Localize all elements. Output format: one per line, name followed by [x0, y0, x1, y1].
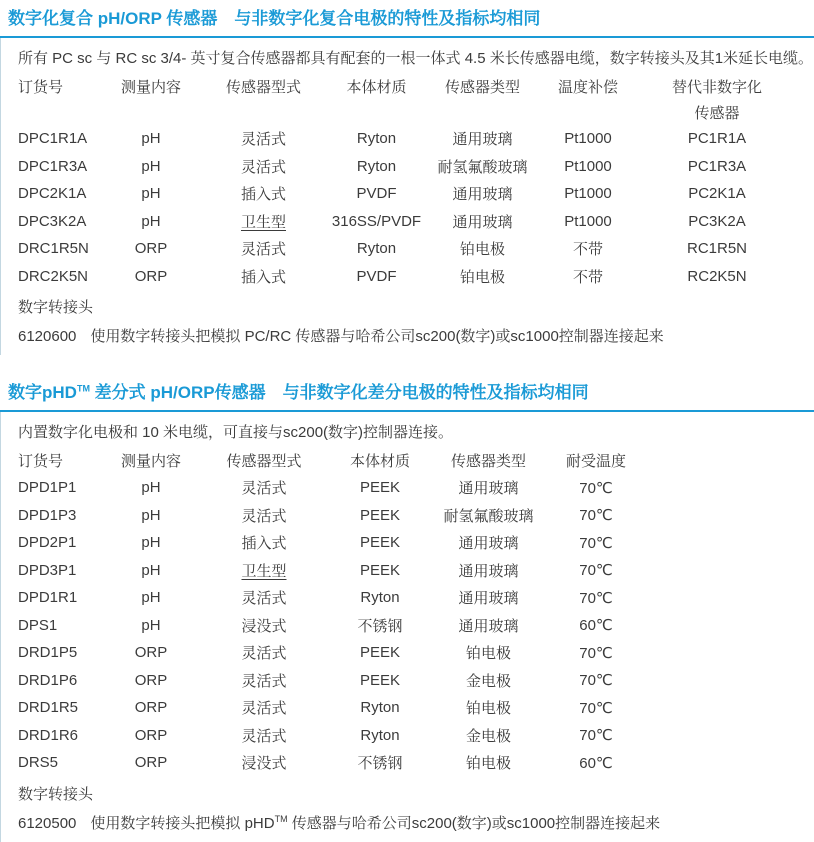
table-cell: PEEK	[359, 671, 401, 689]
table-cell: pH	[141, 185, 161, 203]
table-cell: 灵活式	[240, 241, 286, 259]
table-cell: 插入式	[240, 268, 286, 286]
table-cell: PEEK	[359, 644, 401, 662]
table-cell: 铂电极	[465, 755, 511, 773]
table-cell: 浸没式	[241, 617, 287, 635]
adapter-note-prefix: 使用数字转接头把模拟 pHD	[90, 814, 275, 832]
table-cell: DPD1P3	[18, 506, 77, 524]
table-cell: 70℃	[579, 479, 613, 497]
table-cell: Pt1000	[564, 185, 612, 203]
table-cell: DRD1P5	[18, 644, 78, 662]
table-cell: 通用玻璃	[458, 480, 519, 498]
table-body	[18, 125, 793, 290]
table-row	[18, 667, 651, 695]
table-cell: 70℃	[579, 699, 613, 717]
table-cell: 铂电极	[465, 700, 511, 718]
table-cell: pH	[141, 534, 161, 552]
table-cell: DPD1P1	[18, 479, 77, 497]
table-row	[18, 529, 651, 557]
table-cell: 灵活式	[241, 645, 287, 663]
table-cell: PC2K1A	[688, 185, 746, 203]
table-head	[18, 72, 793, 125]
table-cell: PC1R3A	[687, 157, 747, 175]
table-row	[18, 153, 793, 181]
section-composite-sensors	[0, 0, 814, 355]
order-code: 6120600	[18, 328, 77, 345]
table-cell: 金电极	[465, 672, 511, 690]
table-header-row	[18, 100, 793, 125]
table-cell: Pt1000	[564, 212, 612, 230]
table-cell: 插入式	[241, 535, 287, 553]
cell-link[interactable]: 卫生型	[241, 562, 287, 580]
table-row	[18, 749, 651, 777]
table-cell: PEEK	[359, 534, 401, 552]
section-body-composite	[0, 38, 814, 355]
cell-link[interactable]: 卫生型	[240, 213, 286, 231]
column-header: 传感器类型	[444, 78, 520, 96]
table-cell: ORP	[134, 267, 168, 285]
table-cell: ORP	[134, 671, 168, 689]
table-row	[18, 694, 651, 722]
table-cell: DRC2K5N	[18, 267, 89, 285]
table-cell: PC3K2A	[688, 212, 746, 230]
adapter-note-text: 使用数字转接头把模拟 PC/RC 传感器与哈希公司sc200(数字)或sc1000控制器连接起来	[90, 328, 664, 345]
table-head	[18, 446, 651, 474]
table-cell: DPC3K2A	[18, 212, 87, 230]
table-cell: 通用玻璃	[458, 562, 519, 580]
table-cell: Ryton	[356, 240, 397, 258]
section-differential-sensors	[0, 374, 814, 842]
table-header-row	[18, 72, 793, 100]
table-cell: 不锈钢	[357, 617, 403, 635]
table-row	[18, 502, 651, 530]
adapter-note-suffix: 传感器与哈希公司sc200(数字)或sc1000控制器连接起来	[287, 814, 661, 832]
table-cell: DPD2P1	[18, 534, 77, 552]
table-row	[18, 180, 793, 208]
table-cell: pH	[141, 212, 161, 230]
table-cell: Ryton	[360, 589, 400, 607]
table-row	[18, 208, 793, 236]
section-description: 内置数字化电极和 10 米电缆，可直接与sc200(数字)控制器连接。	[18, 424, 454, 441]
table-cell: DPD3P1	[18, 561, 77, 579]
column-header	[323, 100, 430, 125]
table-cell: pH	[141, 561, 161, 579]
trademark-superscript: TM	[76, 383, 90, 394]
table-cell: PEEK	[359, 506, 401, 524]
column-header	[18, 100, 98, 125]
table-row	[18, 639, 651, 667]
table-cell: 通用玻璃	[452, 131, 513, 149]
table-row	[18, 125, 793, 153]
adapter-heading: 数字转接头	[18, 785, 94, 803]
column-header: 替代非数字化	[671, 78, 762, 96]
table-cell: 铂电极	[465, 645, 511, 663]
trademark-superscript: TM	[274, 813, 288, 824]
section-description: 所有 PC sc 与 RC sc 3/4- 英寸复合传感器都具有配套的一根一体式 4.5 米长传感器电缆，数字转接头及其1米延长电缆。	[18, 50, 814, 67]
table-cell: ORP	[134, 754, 168, 772]
section-title-prefix: 数字pHD	[8, 383, 77, 402]
table-cell: 70℃	[579, 644, 613, 662]
column-header: 耐受温度	[565, 452, 626, 470]
section-title-differential	[0, 374, 814, 410]
table-cell: 插入式	[240, 186, 286, 204]
table-cell: Ryton	[360, 726, 400, 744]
table-cell: Pt1000	[564, 157, 612, 175]
table-row	[18, 722, 651, 750]
table-cell: 316SS/PVDF	[331, 212, 422, 230]
section-title-suffix: 差分式 pH/ORP传感器 与非数字化差分电极的特性及指标均相同	[89, 383, 589, 402]
table-cell: 通用玻璃	[458, 617, 519, 635]
sensor-table-composite	[18, 72, 793, 290]
table-row	[18, 557, 651, 585]
table-cell: 70℃	[579, 727, 613, 745]
table-row	[18, 584, 651, 612]
table-row	[18, 235, 793, 263]
table-cell: 铂电极	[459, 268, 505, 286]
table-cell: RC1R5N	[686, 240, 747, 258]
table-cell: PVDF	[356, 185, 397, 203]
order-code: 6120500	[18, 814, 77, 832]
table-cell: 灵活式	[241, 672, 287, 690]
column-header	[204, 100, 323, 125]
table-cell: DRD1P6	[18, 671, 78, 689]
table-header-row	[18, 446, 651, 474]
column-header: 本体材质	[346, 78, 407, 96]
table-cell: PC1R1A	[687, 130, 747, 148]
table-cell: 60℃	[579, 754, 613, 772]
table-cell: 不带	[572, 268, 603, 286]
table-cell: DPS1	[18, 616, 58, 634]
table-cell: 灵活式	[240, 158, 286, 176]
table-cell: 浸没式	[241, 755, 287, 773]
table-cell: 通用玻璃	[458, 535, 519, 553]
table-cell: Ryton	[356, 130, 397, 148]
section-title-text: 数字化复合 pH/ORP 传感器 与非数字化复合电极的特性及指标均相同	[8, 9, 541, 28]
column-header: 本体材质	[349, 452, 410, 470]
table-cell: Ryton	[356, 157, 397, 175]
column-header: 温度补偿	[557, 78, 618, 96]
table-cell: DRS5	[18, 754, 59, 772]
table-cell: RC2K5N	[687, 267, 747, 285]
table-cell: ORP	[134, 699, 168, 717]
table-cell: 耐氢氟酸玻璃	[443, 507, 534, 525]
table-cell: PEEK	[359, 561, 401, 579]
table-cell: ORP	[134, 726, 168, 744]
table-cell: 灵活式	[241, 480, 287, 498]
table-cell: pH	[141, 157, 161, 175]
column-header: 传感器类型	[450, 452, 526, 470]
table-cell: DPD1R1	[18, 589, 78, 607]
table-cell: 灵活式	[241, 590, 287, 608]
table-cell: DPC1R1A	[18, 130, 88, 148]
table-cell: 通用玻璃	[452, 213, 513, 231]
table-cell: pH	[141, 506, 161, 524]
table-cell: 60℃	[579, 617, 613, 635]
table-cell: Ryton	[360, 699, 400, 717]
table-cell: pH	[141, 130, 161, 148]
column-header	[98, 100, 204, 125]
table-cell: pH	[141, 616, 161, 634]
table-cell: DPC1R3A	[18, 157, 88, 175]
table-cell: ORP	[134, 644, 168, 662]
table-cell: DPC2K1A	[18, 185, 87, 203]
table-cell: 灵活式	[241, 727, 287, 745]
table-cell: 不带	[572, 241, 603, 259]
table-cell: 耐氢氟酸玻璃	[437, 158, 528, 176]
table-body	[18, 474, 651, 777]
table-cell: 不锈钢	[357, 755, 403, 773]
table-cell: 通用玻璃	[458, 590, 519, 608]
section-title-composite	[0, 0, 814, 36]
column-header: 传感器	[694, 105, 740, 122]
table-cell: 灵活式	[240, 131, 286, 149]
adapter-note	[18, 807, 814, 840]
column-header: 传感器型式	[226, 452, 302, 470]
column-header: 传感器型式	[225, 78, 301, 96]
adapter-heading: 数字转接头	[18, 299, 94, 316]
table-cell: DRD1R6	[18, 726, 79, 744]
column-header: 订货号	[18, 78, 64, 96]
column-header	[430, 100, 535, 125]
table-cell: ORP	[134, 240, 168, 258]
table-cell: DRC1R5N	[18, 240, 89, 258]
table-cell: 70℃	[579, 589, 613, 607]
table-cell: 通用玻璃	[452, 186, 513, 204]
table-cell: 70℃	[579, 507, 613, 525]
sensor-table-differential	[18, 446, 651, 777]
column-header: 订货号	[18, 452, 64, 470]
column-header: 测量内容	[120, 78, 181, 96]
table-row	[18, 263, 793, 291]
table-cell: 灵活式	[241, 700, 287, 718]
table-cell: 铂电极	[459, 241, 505, 259]
table-row	[18, 612, 651, 640]
table-cell: 70℃	[579, 534, 613, 552]
table-cell: PEEK	[359, 479, 401, 497]
table-cell: 70℃	[579, 562, 613, 580]
column-header: 测量内容	[120, 452, 181, 470]
table-cell: DRD1R5	[18, 699, 79, 717]
table-cell: 金电极	[465, 727, 511, 745]
adapter-note	[18, 320, 814, 353]
table-cell: 70℃	[579, 672, 613, 690]
table-cell: 灵活式	[241, 507, 287, 525]
table-cell: pH	[141, 479, 161, 497]
table-cell: PVDF	[356, 267, 397, 285]
table-cell: Pt1000	[564, 130, 612, 148]
table-row	[18, 474, 651, 502]
table-cell: pH	[141, 589, 161, 607]
section-body-differential	[0, 412, 814, 842]
column-header	[535, 100, 641, 125]
